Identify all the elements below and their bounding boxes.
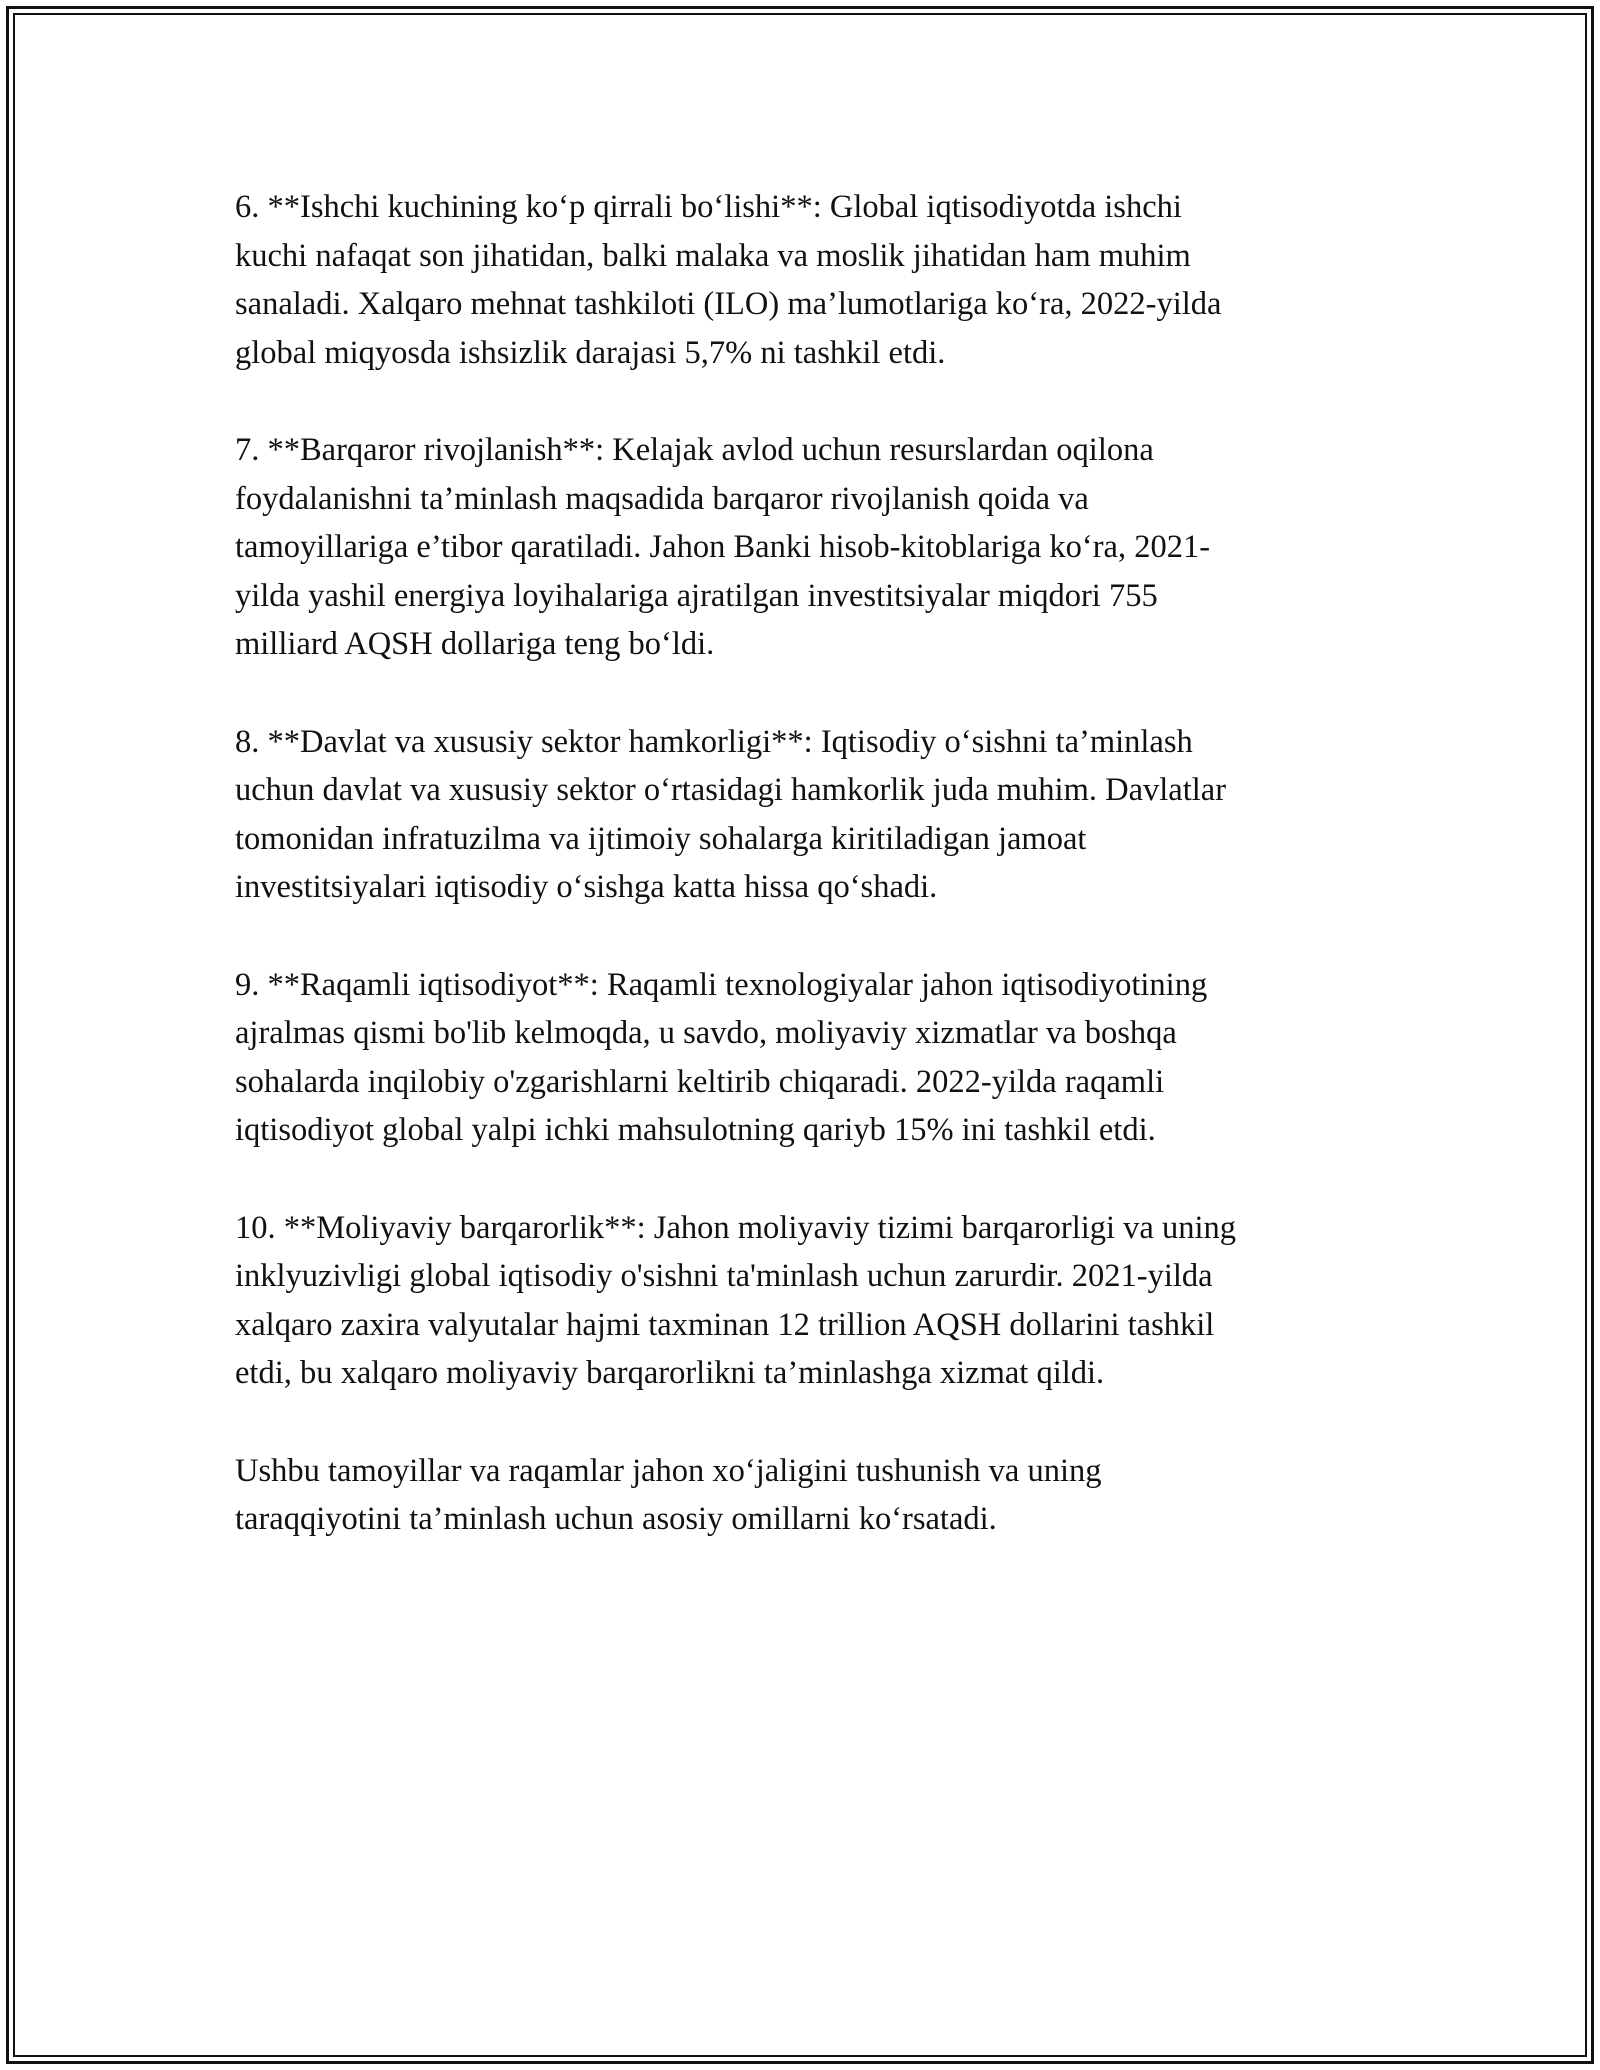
text-line: 7. **Barqaror rivojlanish**: Kelajak avlod uchun resurslardan oqilona	[235, 432, 1154, 468]
document-body	[235, 183, 1395, 1593]
text-line: iqtisodiyot global yalpi ichki mahsulotning qariyb 15% ini tashkil etdi.	[235, 1112, 1156, 1148]
text-line: xalqaro zaxira valyutalar hajmi taxminan 12 trillion AQSH dollarini tashkil	[235, 1306, 1215, 1343]
text-line: investitsiyalari iqtisodiy o‘sishga katta hissa qo‘shadi.	[235, 869, 938, 905]
text-line: global miqyosda ishsizlik darajasi 5,7% ni tashkil etdi.	[235, 334, 946, 371]
text-line: inklyuzivligi global iqtisodiy o'sishni ta'minlash uchun zarurdir. 2021-yilda	[235, 1258, 1213, 1294]
text-line: sanaladi. Xalqaro mehnat tashkiloti (ILO) ma’lumotlariga ko‘ra, 2022-yilda	[235, 286, 1222, 322]
text-line: 10. **Moliyaviy barqarorlik**: Jahon moliyaviy tizimi barqarorligi va uning	[235, 1209, 1236, 1246]
text-line: sohalarda inqilobiy o'zgarishlarni keltirib chiqaradi. 2022-yilda raqamli	[235, 1063, 1165, 1100]
paragraph-conclusion	[235, 1447, 1395, 1544]
text-line: milliard AQSH dollariga teng bo‘ldi.	[235, 626, 715, 662]
text-line: 6. **Ishchi kuchining ko‘p qirrali bo‘lishi**: Global iqtisodiyotda ishchi	[235, 189, 1182, 225]
text-line: yilda yashil energiya loyihalariga ajratilgan investitsiyalar miqdori 755	[235, 577, 1158, 614]
text-line: ajralmas qismi bo'lib kelmoqda, u savdo, moliyaviy xizmatlar va boshqa	[235, 1015, 1177, 1051]
paragraph-digital-economy	[235, 961, 1395, 1155]
text-line: kuchi nafaqat son jihatidan, balki malaka va moslik jihatidan ham muhim	[235, 237, 1191, 274]
paragraph-financial-stability	[235, 1204, 1395, 1398]
paragraph-public-private-partnership	[235, 718, 1395, 912]
paragraph-sustainable-development	[235, 426, 1395, 669]
text-line: taraqqiyotini ta’minlash uchun asosiy omillarni ko‘rsatadi.	[235, 1501, 997, 1537]
text-line: tamoyillariga e’tibor qaratiladi. Jahon Banki hisob-kitoblariga ko‘ra, 2021-	[235, 529, 1211, 565]
text-line: etdi, bu xalqaro moliyaviy barqarorlikni ta’minlashga xizmat qildi.	[235, 1355, 1105, 1391]
paragraph-workforce	[235, 183, 1395, 377]
text-line: tomonidan infratuzilma va ijtimoiy sohalarga kiritiladigan jamoat	[235, 820, 1087, 857]
text-line: Ushbu tamoyillar va raqamlar jahon xo‘jaligini tushunish va uning	[235, 1452, 1102, 1489]
text-line: uchun davlat va xususiy sektor o‘rtasidagi hamkorlik juda muhim. Davlatlar	[235, 772, 1227, 808]
text-line: foydalanishni ta’minlash maqsadida barqaror rivojlanish qoida va	[235, 480, 1089, 517]
text-line: 9. **Raqamli iqtisodiyot**: Raqamli texnologiyalar jahon iqtisodiyotining	[235, 966, 1208, 1003]
text-line: 8. **Davlat va xususiy sektor hamkorligi**: Iqtisodiy o‘sishni ta’minlash	[235, 723, 1193, 760]
